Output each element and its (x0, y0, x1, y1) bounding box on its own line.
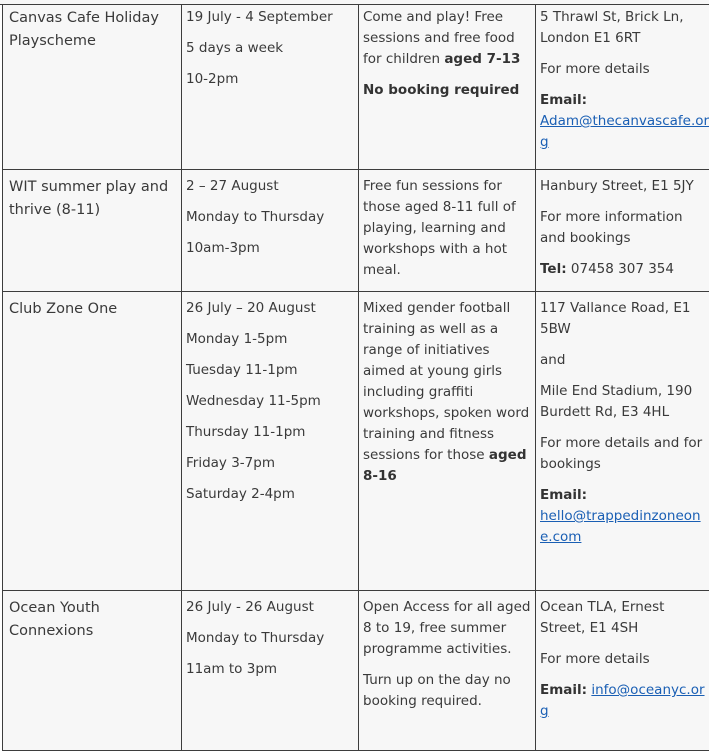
dates-cell (182, 591, 359, 751)
activity-name-cell (3, 591, 182, 751)
table-row (3, 170, 709, 292)
date-line: Saturday 2-4pm (186, 484, 356, 505)
booking-note: Turn up on the day no booking required. (363, 670, 533, 712)
dates-cell (182, 170, 359, 292)
activity-name-cell (3, 292, 182, 591)
age-range: aged 7-13 (444, 51, 520, 67)
dates-cell (182, 292, 359, 591)
and-text: and (540, 350, 709, 371)
email-label: Email: (540, 487, 587, 503)
contact-cell (536, 1, 709, 170)
activity-name: Ocean Youth Connexions (9, 600, 100, 639)
activity-name-cell (3, 1, 182, 170)
date-line: 26 July - 26 August (186, 597, 356, 618)
date-line: 11am to 3pm (186, 659, 356, 680)
phone-number: 07458 307 354 (571, 261, 674, 277)
activity-name: Club Zone One (9, 301, 117, 317)
table-top-edge (0, 0, 709, 5)
activity-name-cell (3, 170, 182, 292)
email-link[interactable]: hello@trappedinzoneone.com (540, 508, 701, 545)
email-block (540, 90, 709, 153)
age-range: aged 8-16 (363, 447, 526, 484)
dates-cell (182, 1, 359, 170)
email-block (540, 680, 709, 722)
date-line: Thursday 11-1pm (186, 422, 356, 443)
date-line: Friday 3-7pm (186, 453, 356, 474)
description-cell (359, 1, 536, 170)
email-block (540, 485, 709, 548)
table-row (3, 1, 709, 170)
email-label: Email: (540, 682, 587, 698)
date-line: Monday 1-5pm (186, 329, 356, 350)
activities-table (2, 0, 709, 751)
address-secondary: Mile End Stadium, 190 Burdett Rd, E3 4HL (540, 381, 709, 423)
booking-note: No booking required (363, 80, 533, 101)
phone-label: Tel: (540, 261, 567, 277)
email-link[interactable]: info@oceanyc.org (540, 682, 705, 719)
description-cell (359, 170, 536, 292)
phone-block (540, 259, 709, 280)
date-line: 2 – 27 August (186, 176, 356, 197)
more-details: For more details and for bookings (540, 433, 709, 475)
date-line: 26 July – 20 August (186, 298, 356, 319)
more-details: For more details (540, 59, 709, 80)
activity-name: WIT summer play and thrive (8-11) (9, 179, 168, 218)
date-line: Monday to Thursday (186, 628, 356, 649)
address: Hanbury Street, E1 5JY (540, 176, 709, 197)
description-cell (359, 292, 536, 591)
contact-cell (536, 170, 709, 292)
address: 117 Vallance Road, E1 5BW (540, 298, 709, 340)
date-line: Wednesday 11-5pm (186, 391, 356, 412)
more-details: For more information and bookings (540, 207, 709, 249)
address: 5 Thrawl St, Brick Ln, London E1 6RT (540, 7, 709, 49)
address: Ocean TLA, Ernest Street, E1 4SH (540, 597, 709, 639)
description-text: Open Access for all aged 8 to 19, free summer programme activities. (363, 597, 533, 660)
more-details: For more details (540, 649, 709, 670)
contact-cell (536, 591, 709, 751)
date-line: Monday to Thursday (186, 207, 356, 228)
contact-cell (536, 292, 709, 591)
description-text: Free fun sessions for those aged 8-11 full of playing, learning and workshops with a hot meal. (363, 176, 533, 281)
table-row (3, 591, 709, 751)
date-line: Tuesday 11-1pm (186, 360, 356, 381)
email-link[interactable]: Adam@thecanvascafe.org (540, 113, 709, 150)
date-line: 19 July - 4 September (186, 7, 356, 28)
table-row (3, 292, 709, 591)
description-text: Come and play! Free sessions and free food for children aged 7-13 (363, 7, 533, 70)
date-line: 10-2pm (186, 69, 356, 90)
description-cell (359, 591, 536, 751)
activity-name: Canvas Cafe Holiday Playscheme (9, 10, 159, 49)
date-line: 5 days a week (186, 38, 356, 59)
email-label: Email: (540, 92, 587, 108)
description-text: Mixed gender football training as well as a range of initiatives aimed at young girls including graffiti workshops, spoken word training and fitness sessions for those aged 8-16 (363, 298, 533, 487)
date-line: 10am-3pm (186, 238, 356, 259)
